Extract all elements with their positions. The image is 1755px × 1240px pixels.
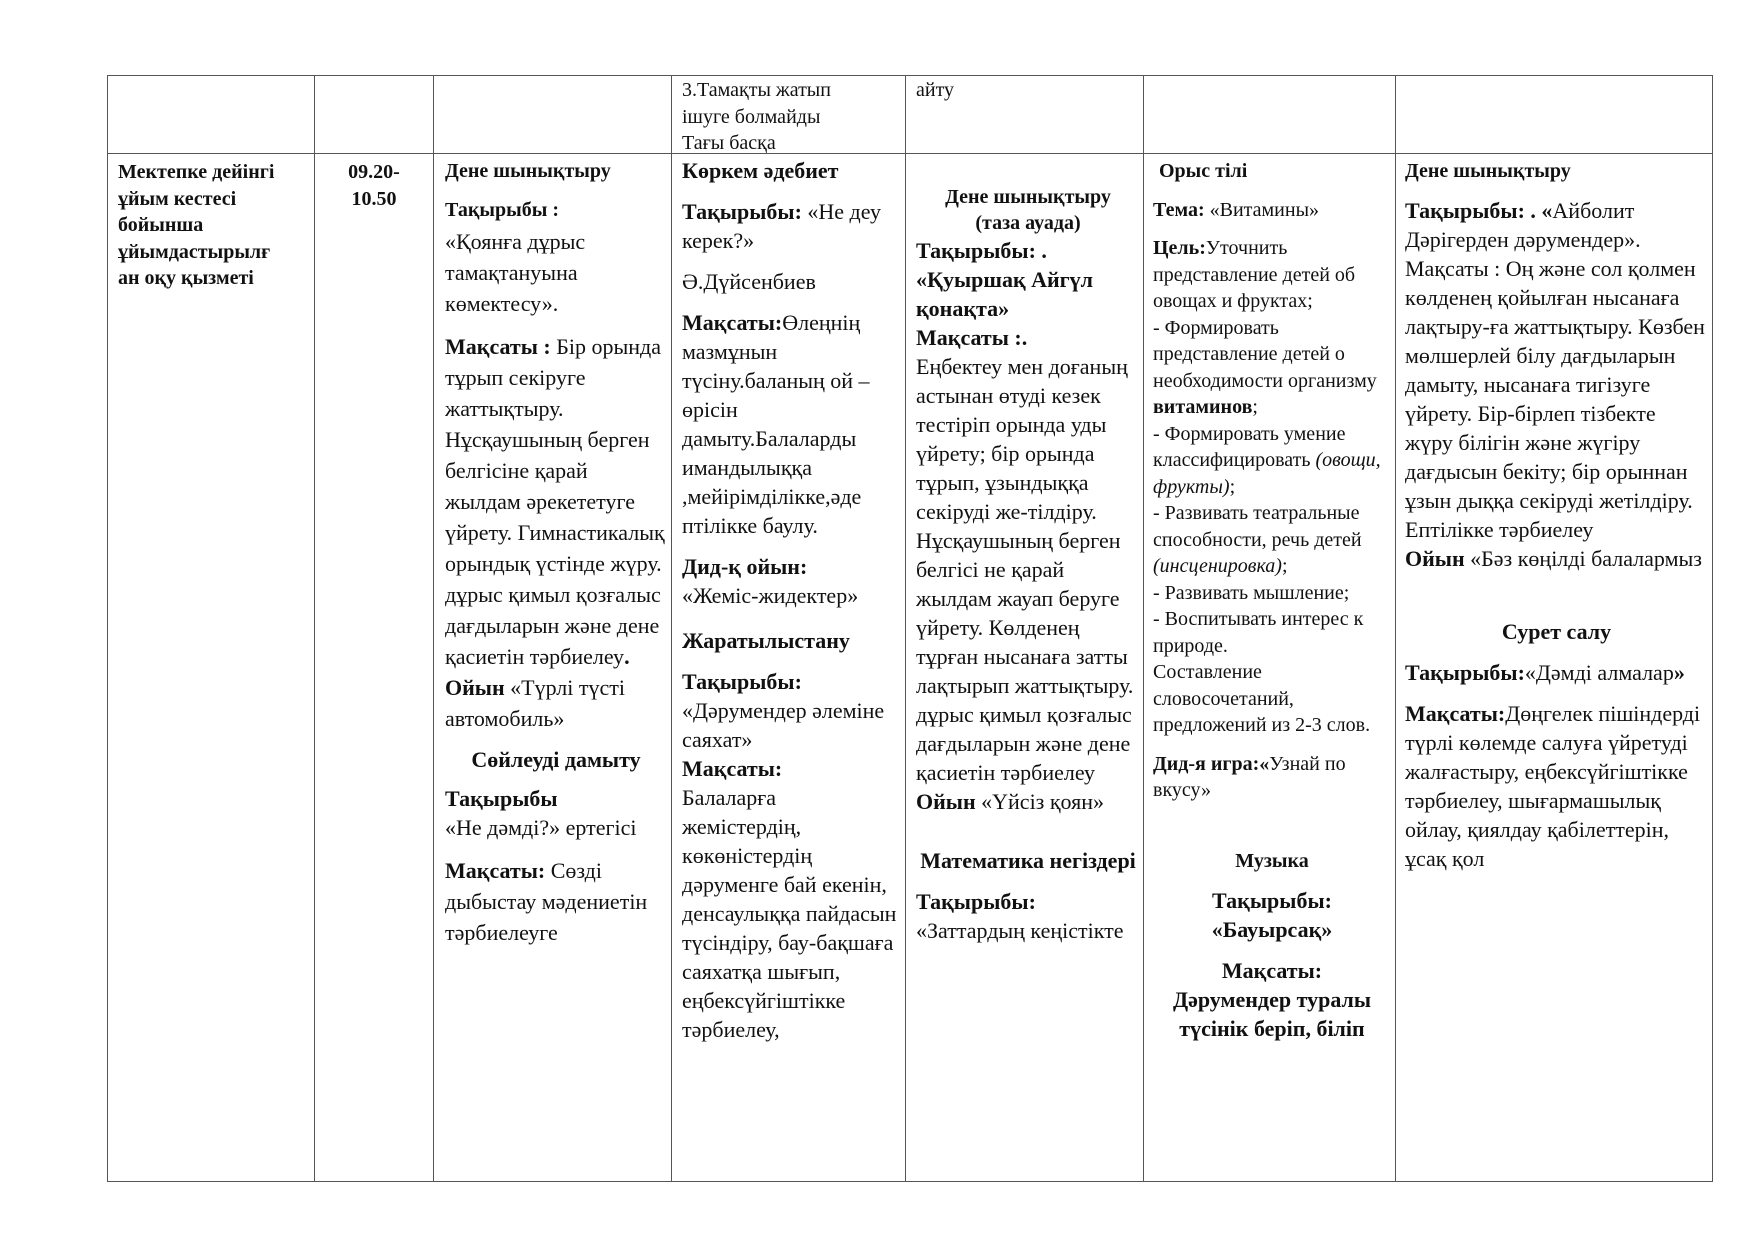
subject-heading: Сөйлеуді дамыту (471, 747, 641, 772)
goal-label: Мақсаты: (1221, 958, 1323, 983)
subject-heading: Дене шынықтыру (1405, 160, 1571, 182)
col-divider (433, 75, 434, 1182)
topic-paragraph (1405, 658, 1708, 687)
goal-text-italic: (инсценировка) (1153, 555, 1282, 577)
subject-heading: Көркем әдебиет (682, 158, 839, 183)
day-cell-2 (682, 156, 900, 1044)
goal-label: Мақсаты: (682, 310, 783, 335)
goal-label: Мақсаты :. (916, 325, 1028, 350)
goal-paragraph (445, 331, 667, 734)
text-line: айту (916, 79, 955, 101)
topic-text-end: » (1673, 660, 1685, 685)
time-line: 09.20- (348, 161, 400, 183)
topic-text: «Витамины» (1204, 198, 1320, 221)
goal-label: Цель: (1153, 237, 1206, 259)
goal-text: Дөңгелек пішіндерді түрлі көлемде салуға үйретуді жалғастыру, еңбексүйгіштікке тәрбиелеу, шығармашылық ойлау, қиялдау қабілеттерін, ұсақ қол (1405, 701, 1701, 871)
game-text: «Түрлі түсті автомобиль» (445, 675, 625, 731)
table-top-border (107, 75, 1713, 76)
row-label-line: ұйымдастырылғ (118, 240, 271, 263)
game-label: Дид-я игра:« (1153, 752, 1270, 775)
row-label-line: ұйым кестесі (118, 187, 237, 210)
topic-text: Айболит Дәрігерден дәрумендер». (1405, 198, 1641, 252)
goal-text-part: - Формировать умение классифицировать (1153, 422, 1346, 471)
game-text: «Үйсіз қоян» (975, 789, 1105, 814)
col-divider (107, 75, 108, 1182)
topic-label: Тақырыбы : (445, 199, 559, 221)
time-line: 10.50 (351, 187, 397, 210)
topic-label: Тақырыбы: (1405, 660, 1525, 685)
game-label: Ойын (1405, 546, 1465, 571)
topic-text: «Не деу керек?» (682, 199, 881, 253)
goal-text (1153, 315, 1391, 421)
game-paragraph (1405, 544, 1708, 573)
game-label: Ойын (916, 789, 976, 814)
day-cell-3 (916, 184, 1140, 945)
goal-text-part: ; (1252, 396, 1258, 418)
goal-label: Мақсаты: (445, 858, 546, 883)
goal-paragraph (445, 855, 667, 948)
topic-label: Тақырыбы: (1212, 888, 1332, 913)
day-cell-1 (445, 158, 667, 948)
topic-label: Тақырыбы: (682, 669, 802, 694)
goal-text-part: ; (1281, 555, 1288, 577)
time-cell (318, 159, 430, 212)
topic-text: «Бауырсақ» (1211, 917, 1333, 942)
topic-text: «Дәмді алмалар (1524, 660, 1674, 685)
row-label-line: ан оқу қызметі (118, 267, 254, 289)
subject-heading: Дене шынықтыру (945, 186, 1111, 208)
game-label: . Ойын (445, 644, 630, 700)
game-text: «Жеміс-жидектер» (682, 583, 859, 608)
goal-text: Балаларға жемістердің, көкөністердің дәруменге бай екенін, денсаулыққа пайдасын түсіндіру, бау-бақшаға саяхатқа шығып, еңбексүйгіштікке тәрбиелеу, (682, 785, 897, 1042)
goal-paragraph (1405, 699, 1708, 873)
goal-label: Мақсаты: (1405, 701, 1506, 726)
text-line: 3.Тамақты жатып (682, 79, 831, 101)
game-text: «Бәз көңілді балалармыз (1464, 546, 1702, 571)
row-label-line: Мектепке дейінгі (118, 161, 275, 183)
topic-label: Тақырыбы: (682, 199, 802, 224)
top-row-cell-4 (682, 77, 902, 157)
subject-heading: Дене шынықтыру (445, 160, 611, 182)
topic-label: Тема: (1153, 198, 1205, 221)
game-paragraph (1153, 751, 1391, 804)
goal-text-bold: витаминов (1153, 396, 1253, 418)
table-bottom-border (107, 1181, 1713, 1182)
goal-text: Дәрумендер туралы түсінік беріп, біліп (1172, 987, 1372, 1041)
topic-label: Тақырыбы: (916, 889, 1036, 914)
row-divider (107, 153, 1713, 154)
goal-text: Өлеңнің мазмұнын түсіну.баланың ой –өрісін дамыту.Балаларды имандылыққа ,мейірімділікке,әде птілікке баулу. (682, 310, 870, 538)
subject-heading: Математика негіздері (920, 848, 1136, 873)
goal-text-italic: (овощи, фрукты) (1153, 449, 1381, 498)
goal-text: Уточнить представление детей об овощах и фруктах; (1153, 237, 1356, 312)
goal-text-part: - Развивать театральные способности, речь детей (1153, 502, 1362, 551)
text-line: ішуге болмайды (682, 105, 821, 128)
subject-subheading: (таза ауада) (975, 212, 1081, 234)
topic-label: Тақырыбы (445, 786, 558, 811)
goal-text: - Воспитывать интерес к природе. (1153, 608, 1364, 657)
col-divider (1143, 75, 1144, 1182)
subject-heading: Музыка (1235, 849, 1309, 872)
subject-heading: Орыс тілі (1159, 160, 1248, 182)
goal-text: Мақсаты : Оң және сол қолмен көлденең қойылған нысанаға лақтыру-ға жаттықтыру. Көзбен мөлшерлей білу дағдыларын дамыту, нысанаға тигізуге үйрету. Бір-бірлеп тізбекте жүру білігін және жүгіру дағдысын бекіту; бір орыннан ұзын дыққа секіруді жетілдіру. Ептілікке тәрбиелеу (1405, 256, 1705, 542)
day-cell-4 (1153, 158, 1391, 1043)
goal-text (1153, 421, 1391, 501)
topic-text: «Қуыршақ Айгүл қонақта» (916, 267, 1094, 321)
topic-label: Тақырыбы: . (916, 238, 1047, 263)
topic-paragraph (1405, 196, 1708, 254)
goal-text: Еңбектеу мен доғаның астынан өтуді кезек тестіріп орында уды үйрету; бір орында тұрып, ұзындыққа секіруді же-тілдіру. Нұсқаушының берген белгісі не қарай жылдам жауап беруге үйрету. Көлденең тұрған нысанаға затты лақтырып жаттықтыру. дұрыс қимыл қозғалыс дағдыларын және дене қасиетін тәрбиелеу (916, 354, 1134, 785)
text-line: Тағы басқа (682, 132, 776, 154)
row-label-cell (118, 159, 313, 292)
goal-paragraph (682, 308, 900, 540)
goal-label: Мақсаты: (682, 756, 783, 781)
col-divider (1395, 75, 1396, 1182)
goal-text: - Развивать мышление; (1153, 581, 1350, 604)
goal-text-part: - Формировать представление детей о необходимости организму (1153, 316, 1377, 392)
author-text: Ә.Дүйсенбиев (682, 269, 816, 294)
row-label-line: бойынша (118, 214, 204, 236)
col-divider (1712, 75, 1713, 1182)
goal-label: Мақсаты : (445, 334, 551, 359)
topic-text: «Дәрумендер әлеміне саяхат» (682, 698, 885, 752)
topic-paragraph (682, 197, 900, 255)
col-divider (314, 75, 315, 1182)
subject-heading: Сурет салу (1501, 619, 1612, 644)
goal-text-part: ; (1229, 475, 1236, 498)
topic-text: «Қоянға дұрыс тамақтануына көмектесу». (445, 229, 586, 316)
subject-heading: Жаратылыстану (682, 628, 850, 653)
goal-paragraph (1153, 235, 1391, 315)
topic-text: «Не дәмді?» ертегісі (445, 815, 637, 840)
col-divider (671, 75, 672, 1182)
game-label: Дид-қ ойын: (682, 554, 808, 579)
goal-text: Бір орында тұрып секіруге жаттықтыру. Нұсқаушының берген белгісіне қарай жылдам әрекететуге үйрету. Гимнастикалық орындық үстінде жүру. дұрыс қимыл қозғалыс дағдыларын және дене қасиетін тәрбиелеу (445, 334, 665, 669)
day-cell-5 (1405, 158, 1708, 873)
topic-paragraph (1153, 197, 1391, 224)
top-row-cell-5 (916, 77, 1136, 104)
game-text: Узнай по вкусу» (1153, 752, 1346, 801)
topic-text: «Заттардың кеңістікте (916, 918, 1124, 943)
topic-label: Тақырыбы: . « (1405, 198, 1553, 223)
goal-text: Сөзді дыбыстау мәдениетін тәрбиелеуге (445, 858, 648, 945)
goal-text (1153, 500, 1391, 580)
col-divider (905, 75, 906, 1182)
game-paragraph (916, 787, 1140, 816)
goal-text: Составление словосочетаний, предложений из 2-3 слов. (1153, 661, 1371, 736)
